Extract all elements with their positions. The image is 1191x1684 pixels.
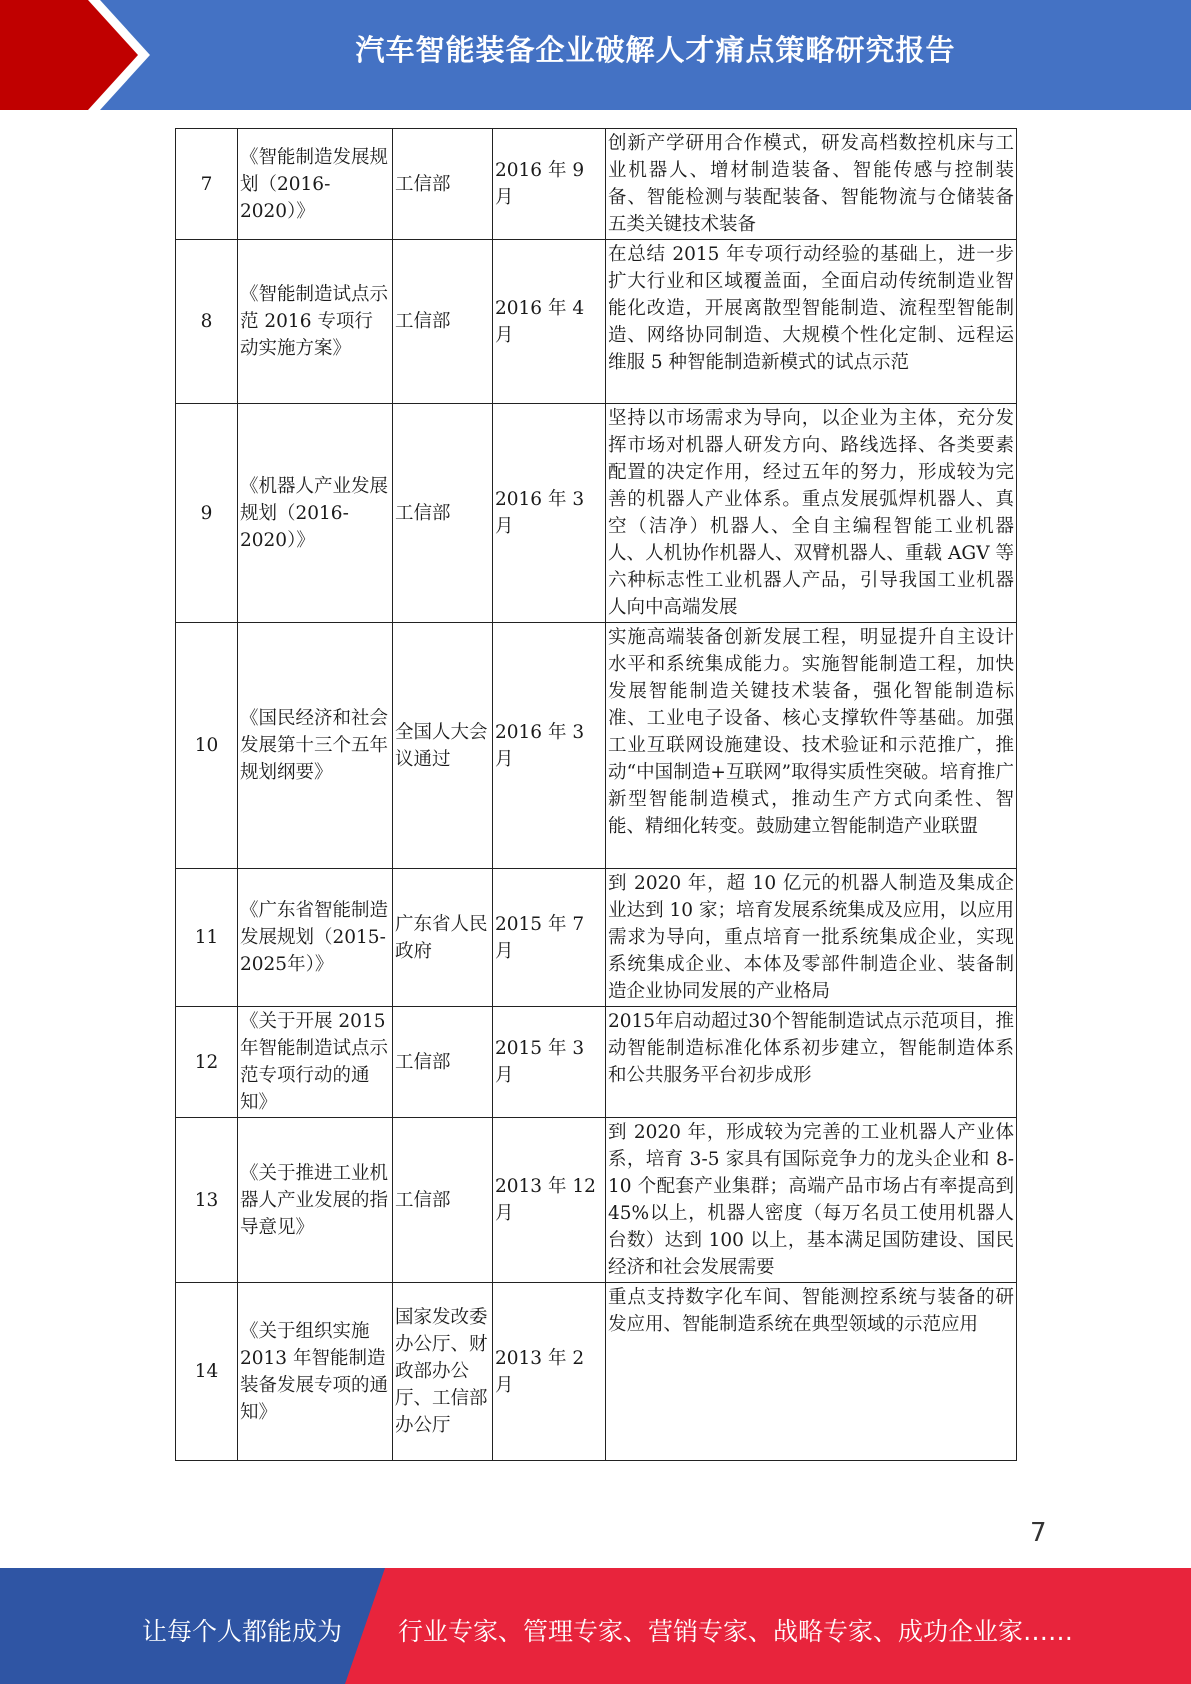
issue-date: 2016 年 3 月 <box>493 623 606 869</box>
policy-name: 《关于开展 2015 年智能制造试点示范专项行动的通知》 <box>238 1007 393 1118</box>
policy-description: 重点支持数字化车间、智能测控系统与装备的研发应用、智能制造系统在典型领域的示范应用 <box>606 1283 1017 1461</box>
issue-date: 2016 年 4 月 <box>493 240 606 404</box>
policy-description: 在总结 2015 年专项行动经验的基础上，进一步扩大行业和区域覆盖面，全面启动传统制造业智能化改造，开展离散型智能制造、流程型智能制造、网络协同制造、大规模个性化定制、远程运维服 5 种智能制造新模式的试点示范 <box>606 240 1017 404</box>
row-number: 9 <box>176 404 238 623</box>
issue-date: 2015 年 7 月 <box>493 869 606 1007</box>
policy-name: 《智能制造试点示范 2016 专项行动实施方案》 <box>238 240 393 404</box>
page-footer <box>0 1568 1191 1684</box>
table-row <box>176 869 1017 1007</box>
row-number: 14 <box>176 1283 238 1461</box>
table-row <box>176 129 1017 240</box>
page-header <box>0 0 1191 110</box>
table-row <box>176 404 1017 623</box>
issue-date: 2015 年 3 月 <box>493 1007 606 1118</box>
issuing-department: 工信部 <box>393 129 493 240</box>
policy-name: 《关于组织实施 2013 年智能制造装备发展专项的通知》 <box>238 1283 393 1461</box>
row-number: 8 <box>176 240 238 404</box>
table-row <box>176 1007 1017 1118</box>
issue-date: 2013 年 12 月 <box>493 1118 606 1283</box>
policy-description: 2015年启动超过30个智能制造试点示范项目，推动智能制造标准化体系初步建立，智能制造体系和公共服务平台初步成形 <box>606 1007 1017 1118</box>
header-title: 汽车智能装备企业破解人才痛点策略研究报告 <box>355 33 956 67</box>
issuing-department: 工信部 <box>393 1118 493 1283</box>
issuing-department: 工信部 <box>393 404 493 623</box>
policy-name: 《国民经济和社会发展第十三个五年规划纲要》 <box>238 623 393 869</box>
policy-name: 《智能制造发展规划（2016-2020）》 <box>238 129 393 240</box>
policy-description: 创新产学研用合作模式，研发高档数控机床与工业机器人、增材制造装备、智能传感与控制装备、智能检测与装配装备、智能物流与仓储装备五类关键技术装备 <box>606 129 1017 240</box>
policy-name: 《关于推进工业机器人产业发展的指导意见》 <box>238 1118 393 1283</box>
row-number: 7 <box>176 129 238 240</box>
row-number: 11 <box>176 869 238 1007</box>
policy-name: 《广东省智能制造发展规划（2015-2025年）》 <box>238 869 393 1007</box>
footer-slogan-left: 让每个人都能成为 <box>142 1617 343 1646</box>
issuing-department: 广东省人民政府 <box>393 869 493 1007</box>
table-row <box>176 623 1017 869</box>
issuing-department: 国家发改委办公厅、财政部办公厅、工信部办公厅 <box>393 1283 493 1461</box>
issuing-department: 工信部 <box>393 1007 493 1118</box>
policy-description: 实施高端装备创新发展工程，明显提升自主设计水平和系统集成能力。实施智能制造工程，加快发展智能制造关键技术装备，强化智能制造标准、工业电子设备、核心支撑软件等基础。加强工业互联网设施建设、技术验证和示范推广，推动“中国制造+互联网”取得实质性突破。培育推广新型智能制造模式，推动生产方式向柔性、智能、精细化转变。鼓励建立智能制造产业联盟 <box>606 623 1017 869</box>
footer-slogan-right: 行业专家、管理专家、营销专家、战略专家、成功企业家…… <box>398 1617 1074 1646</box>
issuing-department: 工信部 <box>393 240 493 404</box>
policy-table <box>175 128 1017 1461</box>
policy-name: 《机器人产业发展规划（2016-2020）》 <box>238 404 393 623</box>
issue-date: 2016 年 9 月 <box>493 129 606 240</box>
row-number: 12 <box>176 1007 238 1118</box>
table-row <box>176 1118 1017 1283</box>
row-number: 13 <box>176 1118 238 1283</box>
policy-description: 坚持以市场需求为导向，以企业为主体，充分发挥市场对机器人研发方向、路线选择、各类要素配置的决定作用，经过五年的努力，形成较为完善的机器人产业体系。重点发展弧焊机器人、真空（洁净）机器人、全自主编程智能工业机器人、人机协作机器人、双臂机器人、重载 AGV 等六种标志性工业机器人产品，引导我国工业机器人向中高端发展 <box>606 404 1017 623</box>
page-number: 7 <box>1030 1518 1047 1548</box>
row-number: 10 <box>176 623 238 869</box>
issuing-department: 全国人大会议通过 <box>393 623 493 869</box>
policy-description: 到 2020 年，超 10 亿元的机器人制造及集成企业达到 10 家；培育发展系统集成及应用，以应用需求为导向，重点培育一批系统集成企业，实现系统集成企业、本体及零部件制造企业、装备制造企业协同发展的产业格局 <box>606 869 1017 1007</box>
table-row <box>176 1283 1017 1461</box>
issue-date: 2016 年 3 月 <box>493 404 606 623</box>
policy-description: 到 2020 年，形成较为完善的工业机器人产业体系，培育 3-5 家具有国际竞争力的龙头企业和 8-10 个配套产业集群；高端产品市场占有率提高到 45%以上，机器人密度（每万名员工使用机器人台数）达到 100 以上，基本满足国防建设、国民经济和社会发展需要 <box>606 1118 1017 1283</box>
table-row <box>176 240 1017 404</box>
issue-date: 2013 年 2 月 <box>493 1283 606 1461</box>
